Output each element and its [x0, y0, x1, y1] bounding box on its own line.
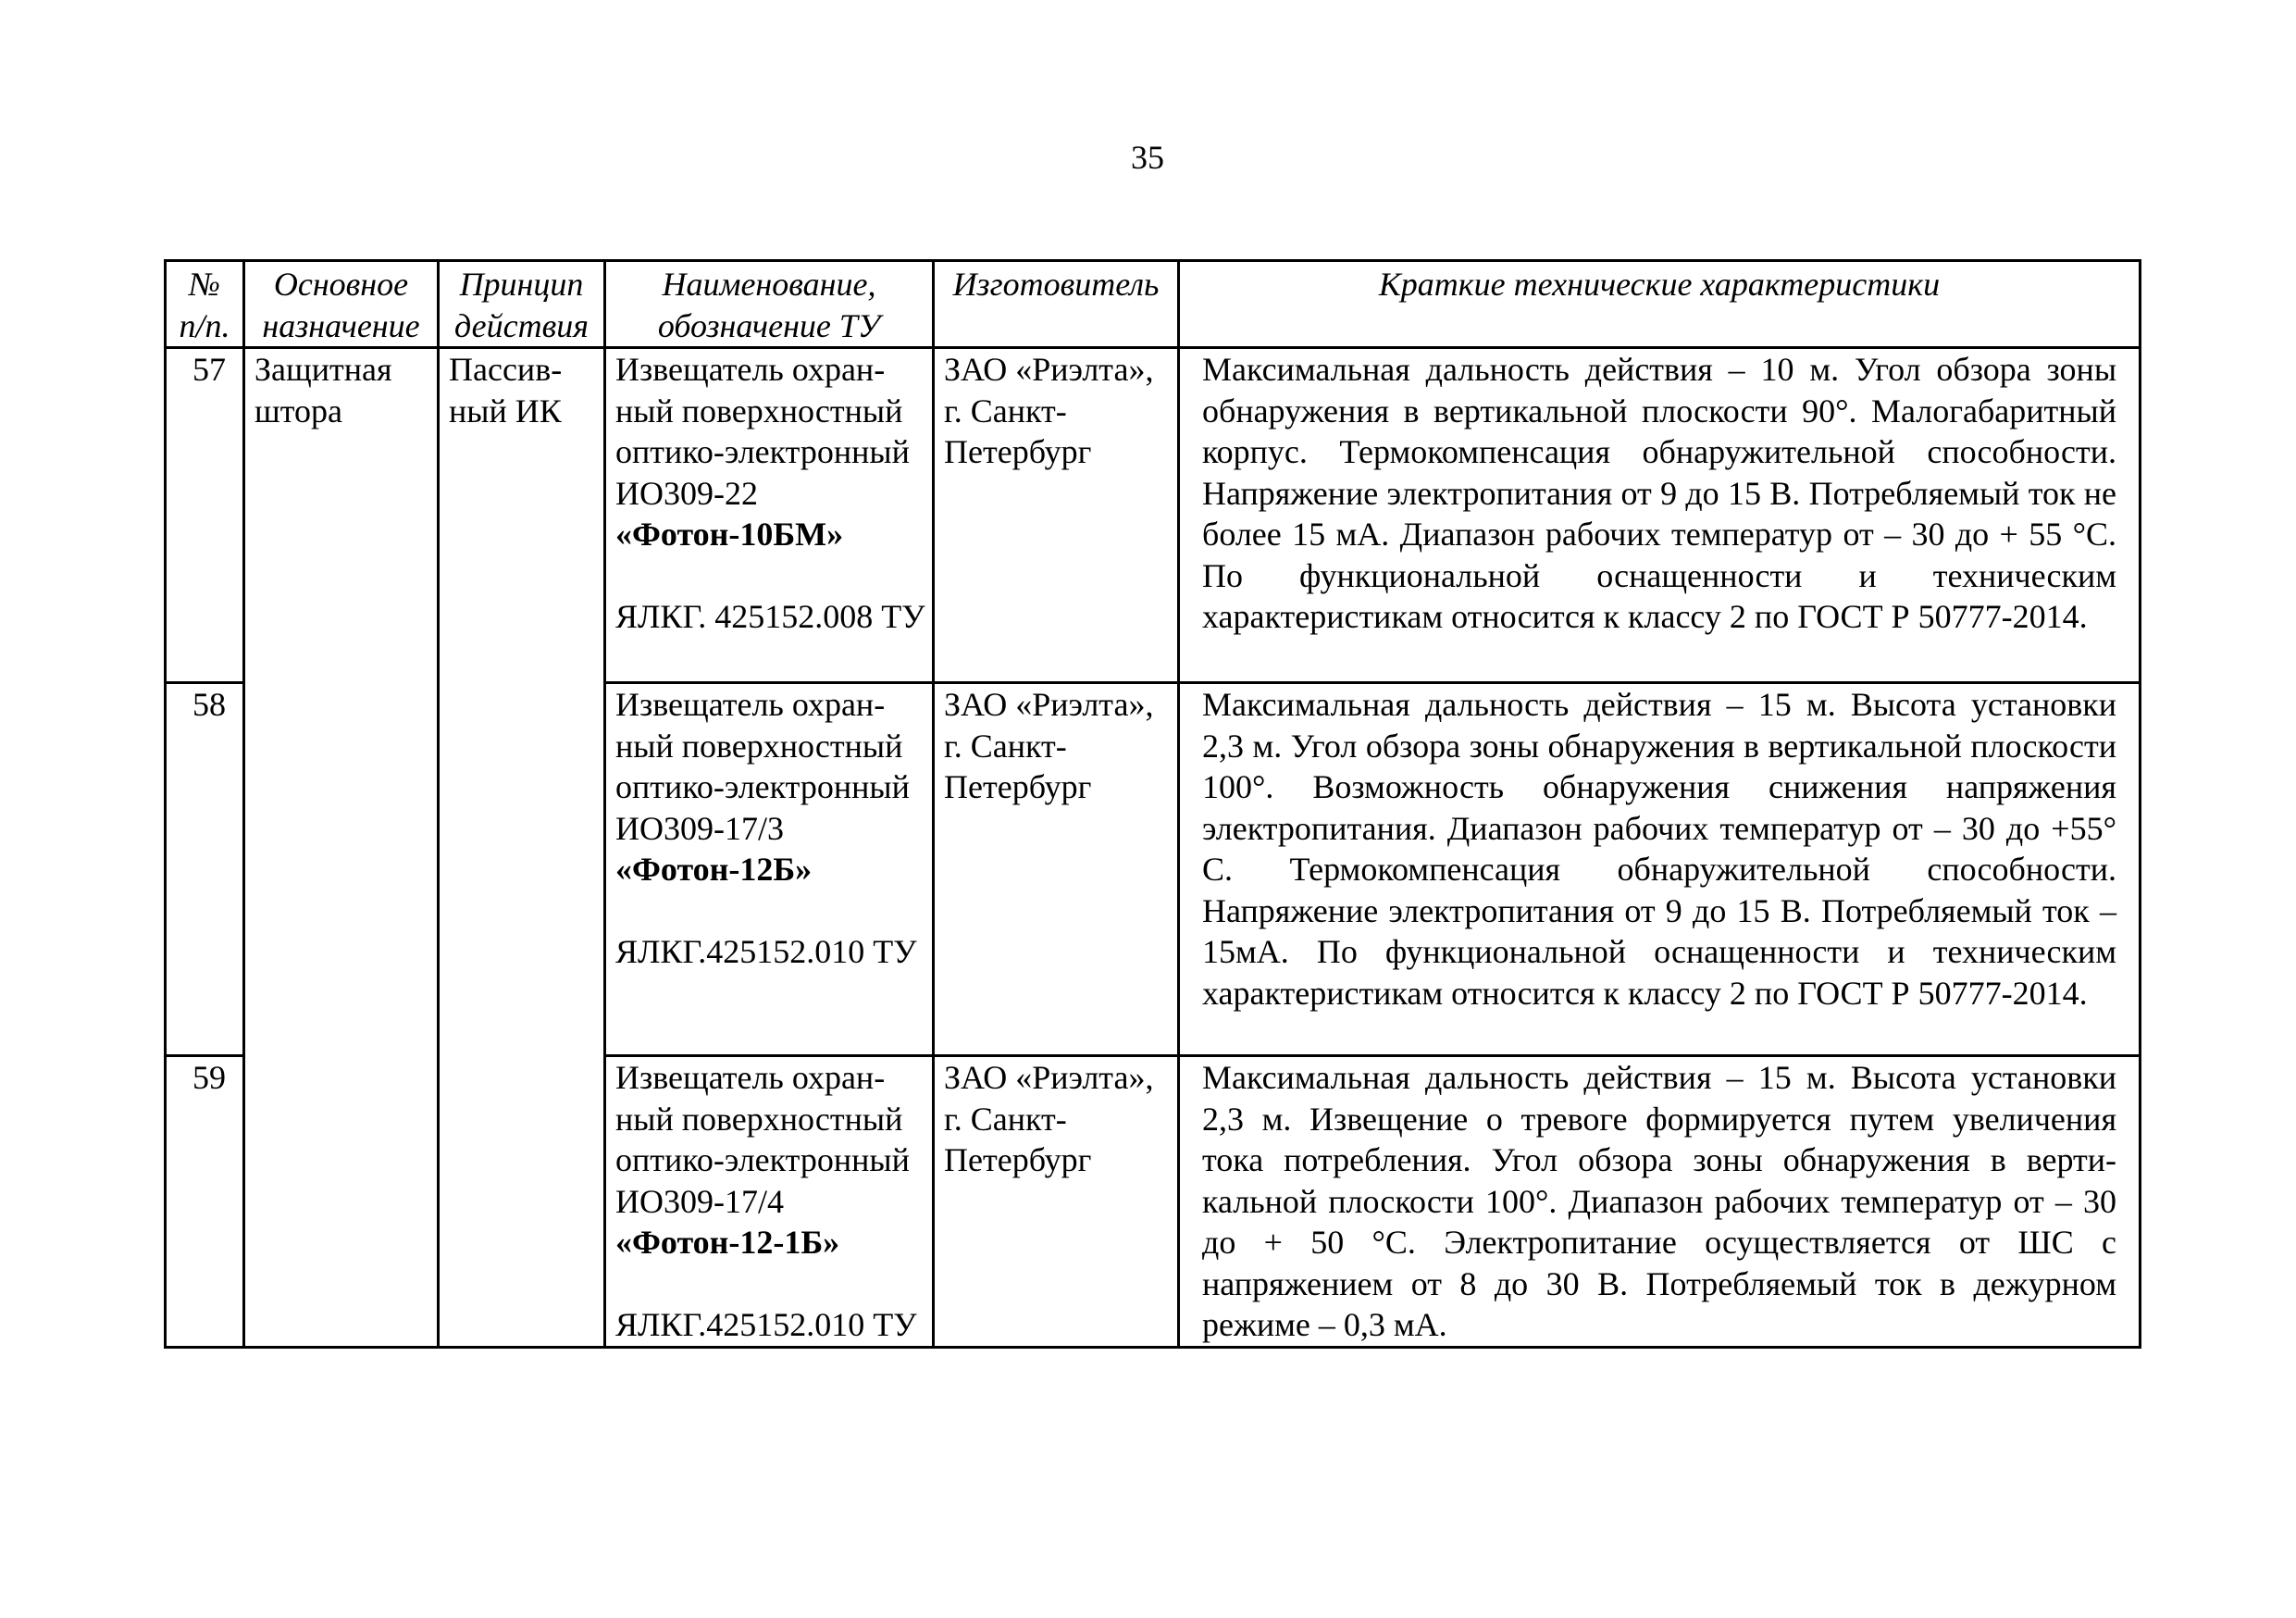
header-name: Наименование, обозначение ТУ	[605, 261, 934, 348]
description-cell: Максимальная дальность действия – 15 м. Высота установки 2,3 м. Угол обзора зоны обнаружения в вертикальной плоскости 100°. Возможность обнаружения снижения напряжения электропитания. Диапазон рабочих температур от – 30 до +55° С. Термокомпенсация обнаружительной способности. Напряжение электропитания от 9 до 15 В. Потребляемый ток – 15мА. По функциональной оснащенности и техническим характеристикам относится к классу 2 по ГОСТ Р 50777-2014.	[1179, 683, 2141, 1056]
manufacturer-cell: ЗАО «Риэлта», г. Санкт- Петербург	[934, 348, 1179, 683]
row-number: 58	[166, 683, 244, 1056]
device-model: «Фотон-12Б»	[615, 851, 813, 888]
header-manufacturer: Изготовитель	[934, 261, 1179, 348]
manufacturer-cell: ЗАО «Риэлта», г. Санкт- Петербург	[934, 1056, 1179, 1348]
description-cell: Максимальная дальность действия – 10 м. Угол обзора зоны обнаружения в вертикальной плоскости 90°. Малогабаритный корпус. Термокомпенсация обнаружительной способности. Напряжение электропитания от 9 до 15 В. Потребляемый ток не более 15 мА. Диапазон рабочих температур от – 30 до + 55 °С. По функциональной оснащенности и техническим характеристикам относится к классу 2 по ГОСТ Р 50777-2014.	[1179, 348, 2141, 683]
description-cell: Максимальная дальность действия – 15 м. Высота установки 2,3 м. Извещение о тревоге формируется путем увеличения тока потребления. Угол обзора зоны обнаружения в вертикальной плоскости 100°. Диапазон рабочих температур от – 30 до + 50 °С. Электропитание осуществляется от ШС с напряжением от 8 до 30 В. Потребляемый ток в дежурном режиме – 0,3 мА.	[1179, 1056, 2141, 1348]
table-header-row	[166, 261, 2141, 348]
header-principle: Принцип действия	[439, 261, 605, 348]
device-name-cell: Извещатель охран- ный поверхностный оптико-электронный ИО309-17/4 «Фотон-12-1Б» ЯЛКГ.425152.010 ТУ	[605, 1056, 934, 1348]
device-tu: ЯЛКГ.425152.010 ТУ	[615, 1306, 917, 1343]
manufacturer-cell: ЗАО «Риэлта», г. Санкт- Петербург	[934, 683, 1179, 1056]
table-row	[166, 348, 2141, 683]
header-specs: Краткие технические характеристики	[1179, 261, 2141, 348]
device-tu: ЯЛКГ. 425152.008 ТУ	[615, 598, 925, 635]
device-name-cell: Извещатель охран- ный поверхностный оптико-электронный ИО309-17/3 «Фотон-12Б» ЯЛКГ.425152.010 ТУ	[605, 683, 934, 1056]
principle-cell: Пассив- ный ИК	[439, 348, 605, 1348]
header-num: № п/п.	[166, 261, 244, 348]
device-name-cell: Извещатель охран- ный поверхностный оптико-электронный ИО309-22 «Фотон-10БМ» ЯЛКГ. 425152.008 ТУ	[605, 348, 934, 683]
row-number: 57	[166, 348, 244, 683]
purpose-cell: Защитная штора	[244, 348, 439, 1348]
header-purpose: Основное назначение	[244, 261, 439, 348]
spec-table	[164, 259, 2141, 1349]
device-model: «Фотон-12-1Б»	[615, 1224, 840, 1261]
device-tu: ЯЛКГ.425152.010 ТУ	[615, 933, 917, 970]
device-model: «Фотон-10БМ»	[615, 516, 844, 553]
row-number: 59	[166, 1056, 244, 1348]
page-number: 35	[1131, 139, 1164, 176]
